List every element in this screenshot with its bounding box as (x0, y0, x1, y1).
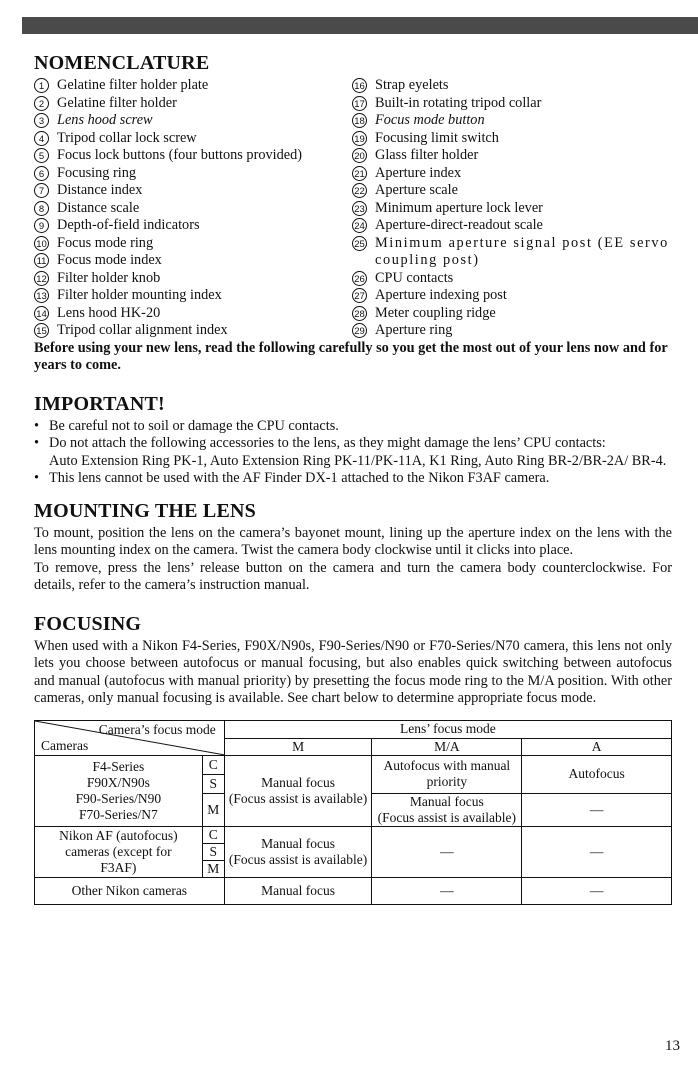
nomenclature-item: 2 Gelatine filter holder (34, 95, 352, 113)
list-item: • This lens cannot be used with the AF Finder DX-1 attached to the Nikon F3AF camera. (34, 470, 672, 488)
number-circle-icon: 12 (34, 271, 49, 286)
table-row (35, 720, 672, 738)
nomenclature-item: 8 Distance scale (34, 200, 352, 218)
number-circle-icon: 21 (352, 166, 367, 181)
number-circle-icon: 19 (352, 131, 367, 146)
mode-m: M (202, 793, 224, 826)
cameras-label: Cameras (41, 737, 89, 753)
number-circle-icon: 6 (34, 166, 49, 181)
camera-group-nikon-af: Nikon AF (autofocus) cameras (except for F3AF) (35, 826, 203, 877)
number-circle-icon: 20 (352, 148, 367, 163)
nomenclature-item: 1 Gelatine filter holder plate (34, 77, 352, 95)
number-circle-icon: 24 (352, 218, 367, 233)
mounting-paragraph-1: To mount, position the lens on the camera’s bayonet mount, lining up the aperture index on the lens with the lens mounting index on the camera. Twist the camera body clockwise until it clicks into place. (34, 524, 672, 558)
number-circle-icon: 16 (352, 78, 367, 93)
r1-m-cell: Manual focus (Focus assist is available) (224, 755, 372, 826)
focusing-section (34, 613, 672, 708)
nomenclature-item: 19 Focusing limit switch (352, 130, 672, 148)
important-list (34, 418, 672, 488)
focus-mode-table (34, 720, 672, 905)
number-circle-icon: 11 (34, 253, 49, 268)
mounting-heading: MOUNTING THE LENS (34, 499, 256, 522)
r3-ma-cell: — (372, 877, 522, 904)
r1-ma-manual-cell: Manual focus (Focus assist is available) (372, 793, 522, 826)
number-circle-icon: 26 (352, 271, 367, 286)
col-header-a: A (522, 738, 672, 755)
number-circle-icon: 4 (34, 131, 49, 146)
number-circle-icon: 29 (352, 323, 367, 338)
mounting-paragraph-2: To remove, press the lens’ release button on the camera and turn the camera body counterclockwise. For details, refer to the camera’s instruction manual. (34, 559, 672, 593)
number-circle-icon: 8 (34, 201, 49, 216)
col-header-m: M (224, 738, 372, 755)
nomenclature-item: 11 Focus mode index (34, 252, 352, 270)
number-circle-icon: 15 (34, 323, 49, 338)
nomenclature-left-column (34, 77, 352, 340)
r3-m-cell: Manual focus (224, 877, 372, 904)
nomenclature-heading: NOMENCLATURE (34, 52, 210, 74)
nomenclature-right-column (352, 77, 672, 340)
nomenclature-item: 21 Aperture index (352, 165, 672, 183)
number-circle-icon: 2 (34, 96, 49, 111)
focusing-heading: FOCUSING (34, 612, 142, 635)
nomenclature-item: 12 Filter holder knob (34, 270, 352, 288)
number-circle-icon: 27 (352, 288, 367, 303)
nomenclature-list (34, 77, 672, 340)
page-number: 13 (665, 1038, 680, 1054)
nomenclature-item: 4 Tripod collar lock screw (34, 130, 352, 148)
nomenclature-item: 20 Glass filter holder (352, 147, 672, 165)
nomenclature-item: 17 Built-in rotating tripod collar (352, 95, 672, 113)
nomenclature-item: 7 Distance index (34, 182, 352, 200)
important-heading: IMPORTANT! (34, 392, 165, 415)
r2-m-cell: Manual focus (Focus assist is available) (224, 826, 372, 877)
camera-focus-mode-label: Camera’s focus mode (98, 721, 216, 737)
mode-s: S (202, 843, 224, 860)
number-circle-icon: 23 (352, 201, 367, 216)
nomenclature-item: 26 CPU contacts (352, 270, 672, 288)
nomenclature-item: 29 Aperture ring (352, 322, 672, 340)
camera-group-af-series: F4-Series F90X/N90s F90-Series/N90 F70-Series/N7 (35, 755, 203, 826)
nomenclature-item: 15 Tripod collar alignment index (34, 322, 352, 340)
nomenclature-item: 24 Aperture-direct-readout scale (352, 217, 672, 235)
r2-a-cell: — (522, 826, 672, 877)
mounting-section (34, 500, 672, 595)
nomenclature-item: 25 Minimum aperture signal post (EE servo coupling post) (352, 235, 672, 270)
r1-a-autofocus-cell: Autofocus (522, 755, 672, 793)
number-circle-icon: 17 (352, 96, 367, 111)
mode-m: M (202, 860, 224, 877)
table-row (35, 755, 672, 774)
camera-group-other: Other Nikon cameras (35, 877, 225, 904)
col-header-ma: M/A (372, 738, 522, 755)
page-content (34, 52, 672, 905)
nomenclature-item: 13 Filter holder mounting index (34, 287, 352, 305)
nomenclature-item: 5 Focus lock buttons (four buttons provided) (34, 147, 352, 165)
mode-c: C (202, 826, 224, 843)
nomenclature-item: 28 Meter coupling ridge (352, 305, 672, 323)
number-circle-icon: 25 (352, 236, 367, 251)
number-circle-icon: 14 (34, 306, 49, 321)
accessory-list: Auto Extension Ring PK-1, Auto Extension Ring PK-11/PK-11A, K1 Ring, Auto Ring BR-2/BR-2A/ BR-4. (49, 452, 667, 469)
number-circle-icon: 5 (34, 148, 49, 163)
number-circle-icon: 22 (352, 183, 367, 198)
nomenclature-item: 9 Depth-of-field indicators (34, 217, 352, 235)
nomenclature-item: 23 Minimum aperture lock lever (352, 200, 672, 218)
list-item: • Be careful not to soil or damage the CPU contacts. (34, 418, 672, 436)
header-bar (22, 17, 698, 34)
nomenclature-item: 6 Focusing ring (34, 165, 352, 183)
number-circle-icon: 7 (34, 183, 49, 198)
number-circle-icon: 18 (352, 113, 367, 128)
nomenclature-item: 10 Focus mode ring (34, 235, 352, 253)
important-section (34, 393, 672, 488)
number-circle-icon: 13 (34, 288, 49, 303)
r1-ma-autofocus-cell: Autofocus with manual priority (372, 755, 522, 793)
lens-focus-mode-header: Lens’ focus mode (224, 720, 671, 738)
focusing-paragraph: When used with a Nikon F4-Series, F90X/N90s, F90-Series/N90 or F70-Series/N70 camera, this lens not only lets you choose between autofocus or manual focusing, but also enables quick switching between autofocus and manual (autofocus with manual priority) by presetting the focus mode ring to the M/A position. With other cameras, only manual focusing is available. See chart below to determine appropriate focus mode. (34, 637, 672, 706)
nomenclature-item: 18 Focus mode button (352, 112, 672, 130)
nomenclature-item: 14 Lens hood HK-20 (34, 305, 352, 323)
number-circle-icon: 9 (34, 218, 49, 233)
list-item: • Do not attach the following accessories to the lens, as they might damage the lens’ CPU contacts: Auto Extension Ring PK-1, Auto Extension Ring PK-11/PK-11A, K1 Ring, Auto Ring BR-2/BR-2A/ BR-4. (34, 435, 672, 470)
nomenclature-item: 27 Aperture indexing post (352, 287, 672, 305)
nomenclature-item: 22 Aperture scale (352, 182, 672, 200)
r3-a-cell: — (522, 877, 672, 904)
table-row (35, 877, 672, 904)
table-row (35, 826, 672, 843)
mode-s: S (202, 774, 224, 793)
mode-c: C (202, 755, 224, 774)
number-circle-icon: 3 (34, 113, 49, 128)
r2-ma-cell: — (372, 826, 522, 877)
r1-a-manual-cell: — (522, 793, 672, 826)
header-diagonal-cell (35, 720, 225, 755)
number-circle-icon: 10 (34, 236, 49, 251)
nomenclature-item: 3 Lens hood screw (34, 112, 352, 130)
intro-note: Before using your new lens, read the following carefully so you get the most out of your lens now and for years to come. (34, 339, 668, 373)
nomenclature-item: 16 Strap eyelets (352, 77, 672, 95)
number-circle-icon: 1 (34, 78, 49, 93)
number-circle-icon: 28 (352, 306, 367, 321)
